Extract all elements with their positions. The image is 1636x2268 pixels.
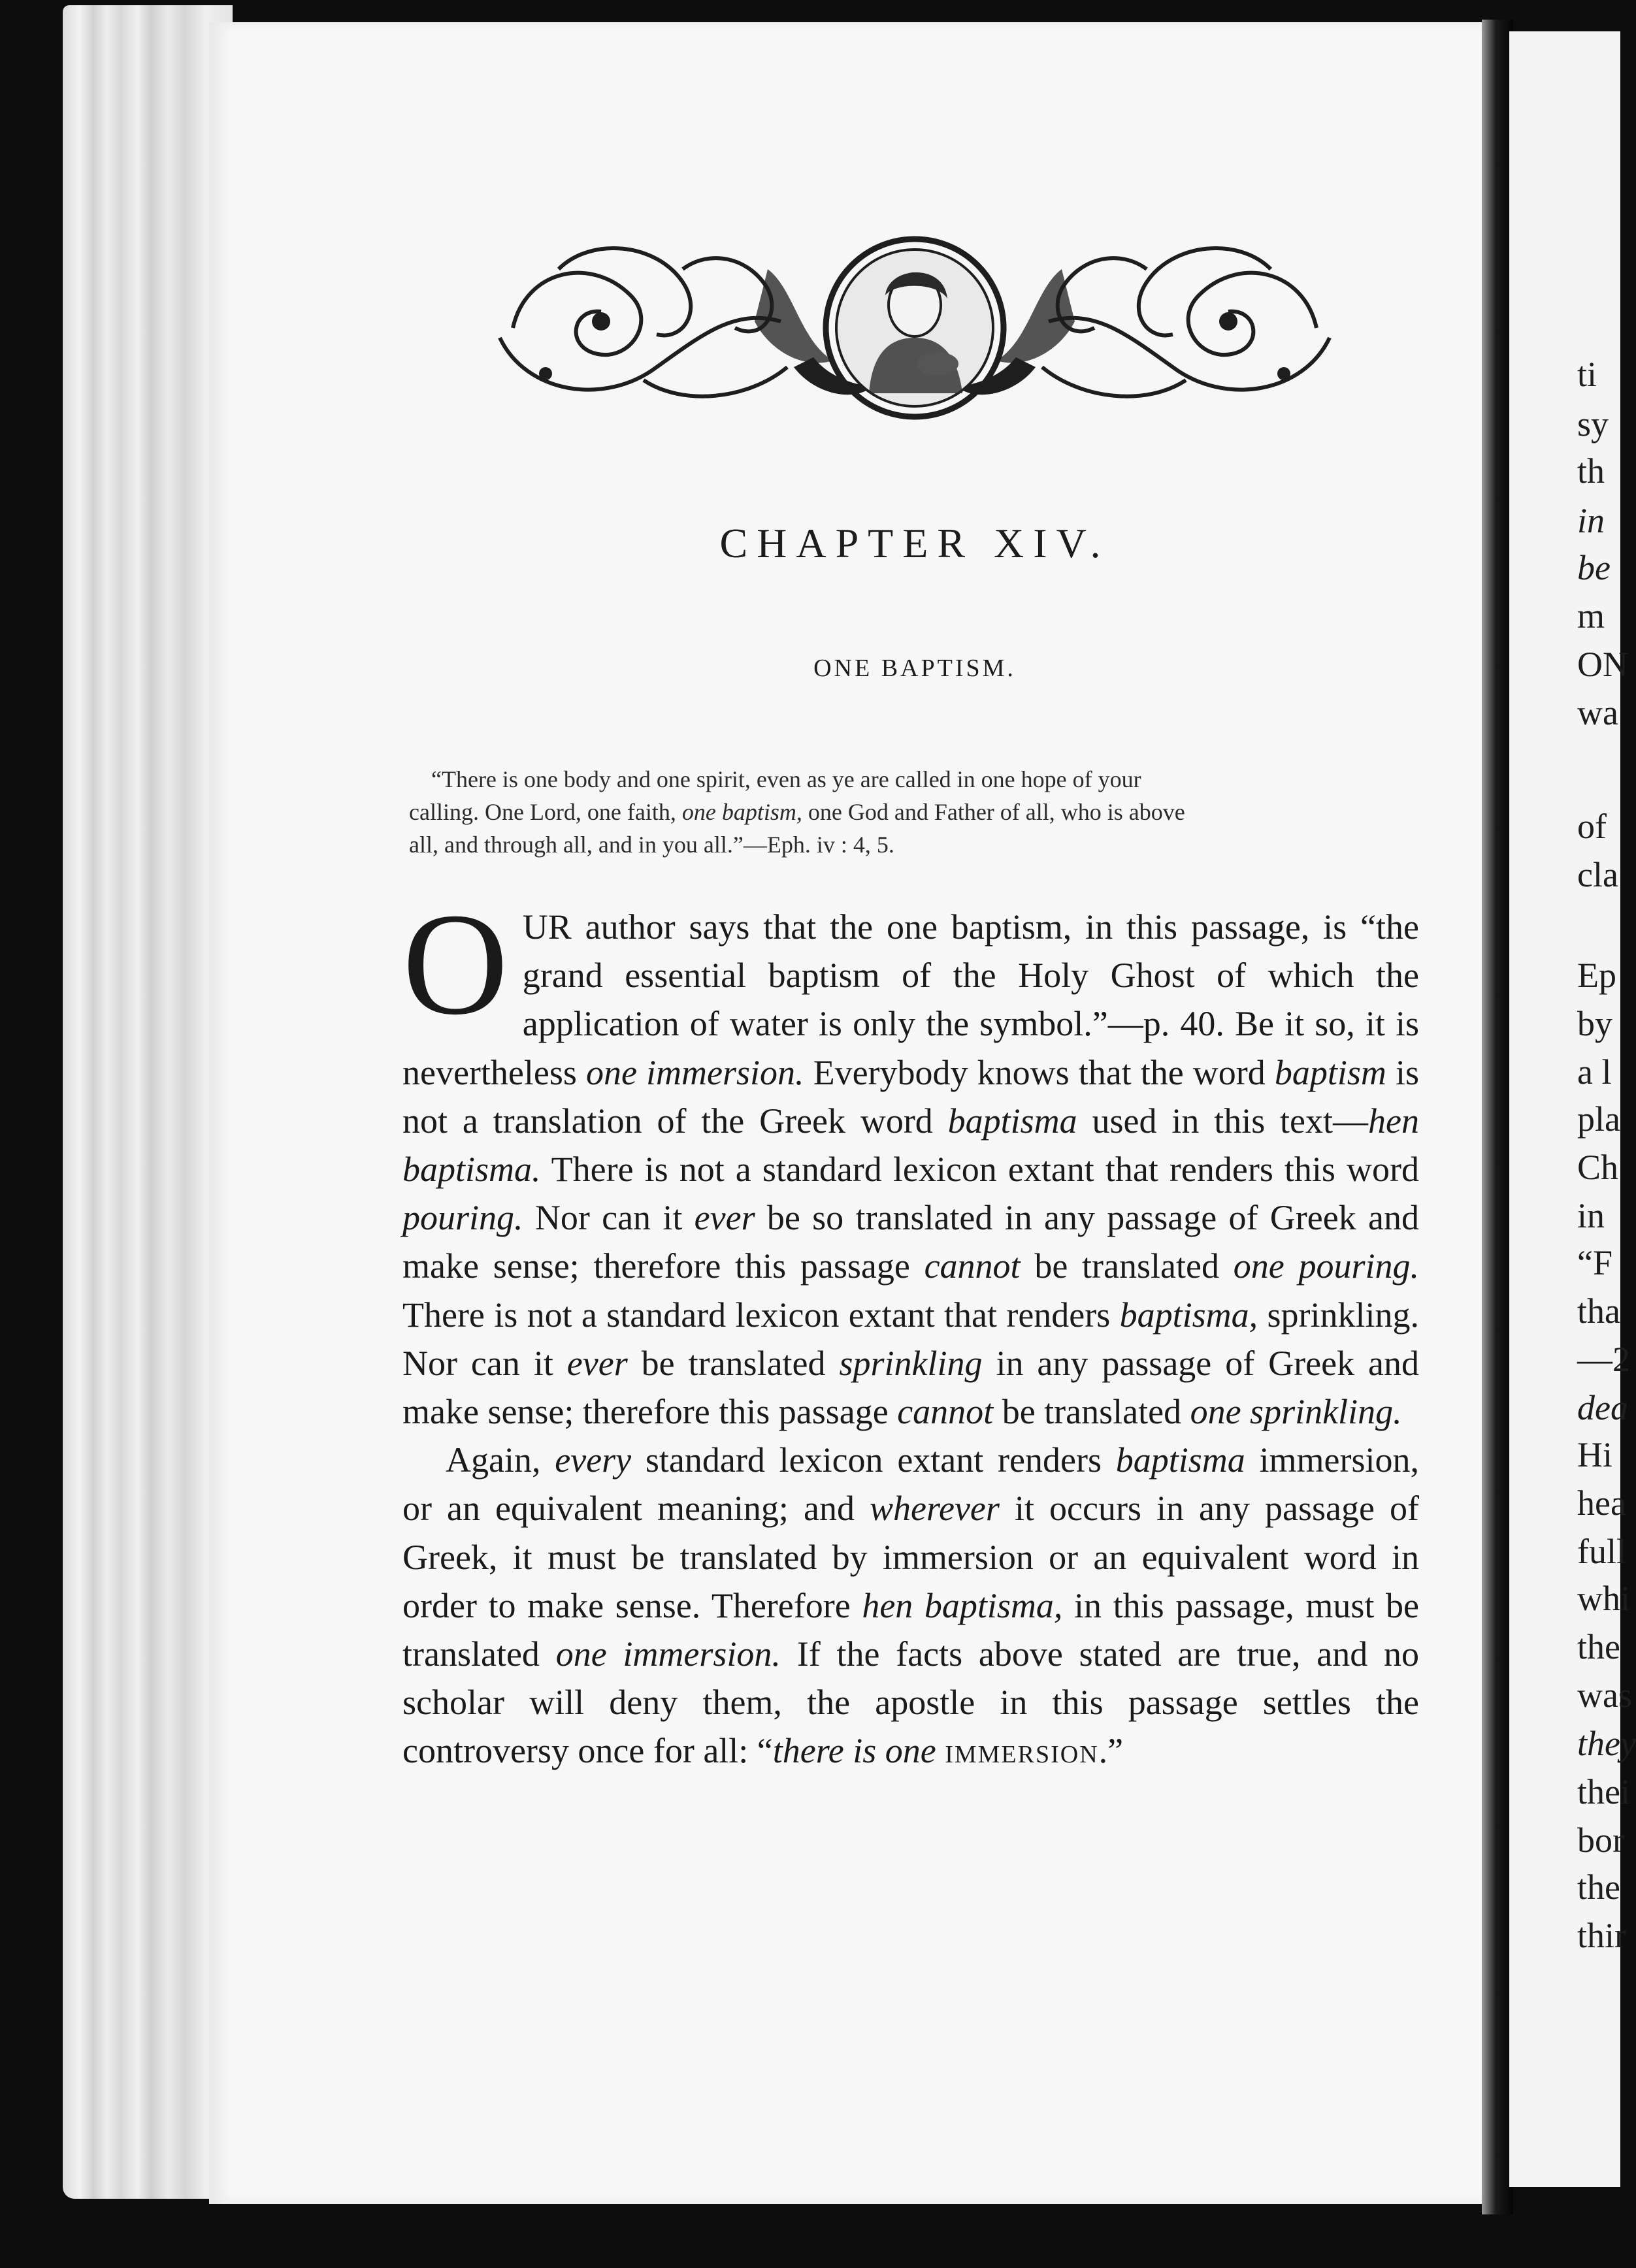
facing-page-line-fragment: cla: [1577, 855, 1618, 894]
facing-page-line-fragment: thir: [1577, 1916, 1626, 1955]
facing-page-line-fragment: th: [1577, 451, 1605, 491]
facing-page-line-fragment: Ch: [1577, 1148, 1619, 1187]
facing-page-line-fragment: of: [1577, 807, 1607, 846]
facing-page-line-fragment: bor: [1577, 1821, 1624, 1860]
facing-page-line-fragment: Ep: [1577, 956, 1616, 995]
paragraph: OUR author says that the one baptism, in this passage, is “the grand essential baptism of the Holy Ghost of which the application of water is only the symbol.”—p. 40. Be it so, it is nevertheless one immersion. Everybody knows that the word baptism is not a translation of the Greek word baptisma used in this text—hen baptisma. There is not a standard lexicon extant that renders this word pouring. Nor can it ever be so translated in any passage of Greek and make sense; therefore this passage cannot be translated one pouring. There is not a standard lexicon extant that renders baptisma, sprinkling. Nor can it ever be translated sprinkling in any passage of Greek and make sense; therefore this passage cannot be translated one sprinkling.: [402, 883, 1419, 1432]
facing-page-line-fragment: tha: [1577, 1291, 1620, 1331]
facing-page-line-fragment: wa: [1577, 693, 1618, 732]
facing-page-line-fragment: they: [1577, 1724, 1636, 1763]
facing-page-line-fragment: dea: [1577, 1388, 1628, 1427]
epigraph-quote: [409, 763, 1420, 861]
facing-page-line-fragment: by: [1577, 1004, 1612, 1043]
facing-page-line-fragment: thei: [1577, 1772, 1630, 1811]
facing-page-line-fragment: ti: [1577, 355, 1597, 394]
facing-page-line-fragment: in: [1577, 1196, 1605, 1235]
facing-page-line-fragment: whi: [1577, 1579, 1630, 1618]
facing-page-line-fragment: hea: [1577, 1483, 1626, 1523]
facing-page-line-fragment: ON: [1577, 645, 1628, 684]
facing-page-line-fragment: “F: [1577, 1243, 1612, 1282]
facing-page-line-fragment: the: [1577, 1627, 1620, 1666]
facing-page-line-fragment: be: [1577, 548, 1611, 587]
facing-page-line-fragment: full: [1577, 1532, 1626, 1571]
facing-page-line-fragment: in: [1577, 501, 1605, 540]
paragraph: Again, every standard lexicon extant renders baptisma immersion, or an equivalent meaning; and wherever it occurs in any passage of Greek, it must be translated by immersion or an equivalent word in order to make sense. Therefore hen baptisma, in this passage, must be translated one immersion. If the facts above stated are true, and no scholar will deny them, the apostle in this passage settles the controversy once for all: “there is one immersion.”: [402, 1440, 1420, 1771]
chapter-title: CHAPTER XIV.: [719, 520, 1110, 566]
facing-page-line-fragment: —2: [1577, 1340, 1630, 1379]
facing-page-line-fragment: Hi: [1577, 1435, 1612, 1474]
epigraph-line: calling. One Lord, one faith, one baptism, one God and Father of all, who is above: [409, 799, 1185, 825]
book-gutter: [1482, 20, 1513, 2214]
facing-page-line-fragment: sy: [1577, 404, 1609, 444]
decorative-headpiece-ornament: [487, 230, 1343, 426]
chapter-body-text: [402, 883, 1420, 1775]
facing-page-line-fragment: was: [1577, 1676, 1632, 1715]
epigraph-line: “There is one body and one spirit, even as ye are called in one hope of your: [431, 766, 1141, 792]
epigraph-line: all, and through all, and in you all.”—Eph. iv : 4, 5.: [409, 832, 894, 858]
facing-page-line-fragment: pla: [1577, 1099, 1620, 1139]
chapter-subtitle: ONE BAPTISM.: [813, 655, 1016, 682]
facing-page-line-fragment: m: [1577, 596, 1605, 636]
left-page-edges: [63, 5, 233, 2199]
drop-cap: O: [402, 883, 508, 1045]
facing-page-line-fragment: a l: [1577, 1052, 1612, 1092]
facing-page-line-fragment: the: [1577, 1868, 1620, 1907]
